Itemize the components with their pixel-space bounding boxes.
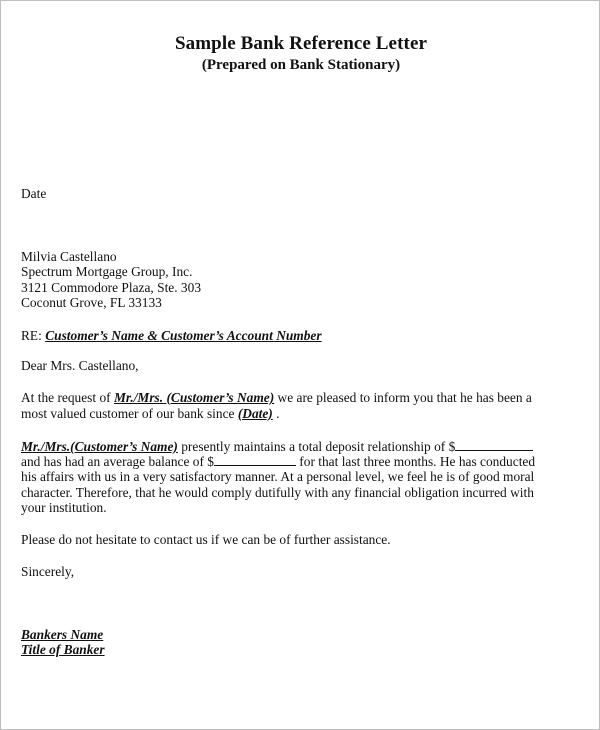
para2-line5: your institution. [21, 500, 107, 515]
closing: Sincerely, [21, 564, 75, 579]
para1-text-d: . [272, 406, 280, 421]
page-subtitle: (Prepared on Bank Stationary) [201, 57, 401, 73]
para2-line2 [21, 453, 535, 470]
para2-text-b: and has had an average balance of $ [21, 454, 214, 469]
para1-line2 [21, 406, 279, 422]
recipient-name: Milvia Castellano [21, 249, 117, 264]
re-prefix: RE: [21, 328, 46, 343]
para1-line1 [21, 390, 532, 406]
deposit-amount-blank [455, 438, 533, 451]
signature-title: Title of Banker [21, 642, 105, 657]
para3: Please do not hesitate to contact us if we can be of further assistance. [21, 532, 391, 547]
para2-line3: his affairs with us in a very satisfactory manner. At a personal level, we feel he is of good moral [21, 469, 535, 484]
salutation: Dear Mrs. Castellano, [21, 358, 139, 373]
balance-amount-blank [214, 453, 296, 466]
recipient-city: Coconut Grove, FL 33133 [21, 295, 162, 310]
customer-name-placeholder-2: Mr./Mrs.(Customer’s Name) [21, 439, 178, 454]
para1-text-a: At the request of [21, 390, 114, 405]
para2-text-c: for that last three months. He has conducted [295, 454, 536, 469]
customer-name-placeholder: Mr./Mrs. (Customer’s Name) [113, 390, 275, 405]
re-line [21, 328, 322, 344]
re-subject: Customer’s Name & Customer’s Account Number [45, 328, 322, 343]
para2-text-a: presently maintains a total deposit relationship of $ [177, 439, 456, 454]
date-label: Date [21, 186, 47, 201]
recipient-street: 3121 Commodore Plaza, Ste. 303 [21, 280, 202, 295]
signature-name: Bankers Name [21, 627, 104, 642]
page-title: Sample Bank Reference Letter [174, 33, 428, 54]
para1-text-c: most valued customer of our bank since [21, 406, 238, 421]
para2-line4: character. Therefore, that he would comply dutifully with any financial obligation incurred with [21, 485, 534, 500]
date-placeholder: (Date) [237, 406, 273, 421]
recipient-company: Spectrum Mortgage Group, Inc. [21, 264, 193, 279]
para1-text-b: we are pleased to inform you that he has been a [274, 390, 532, 405]
